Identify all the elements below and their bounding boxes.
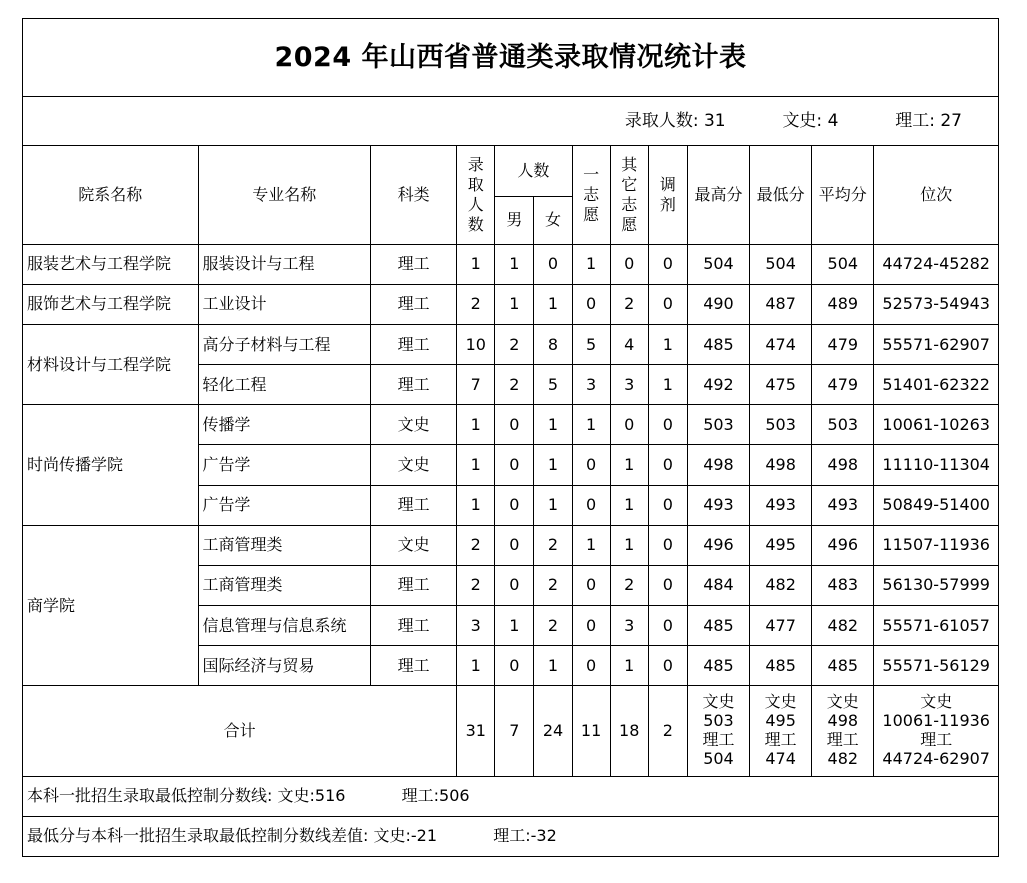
min-score-cell: 504	[750, 244, 812, 284]
avg-score-cell: 504	[812, 244, 874, 284]
note-row-control-line	[23, 776, 999, 816]
min-score-cell: 474	[750, 325, 812, 365]
admission-statistics-table	[22, 18, 999, 857]
total-admitted-value: 31	[703, 111, 726, 132]
admitted-cell: 1	[457, 445, 495, 485]
total-avg-wen: 498	[827, 711, 859, 731]
category-cell: 文史	[370, 405, 456, 445]
total-avg-li: 482	[827, 749, 859, 769]
other-choice-cell: 0	[610, 244, 648, 284]
male-cell: 1	[495, 284, 534, 324]
female-cell: 5	[534, 365, 572, 405]
avg-score-cell: 498	[812, 445, 874, 485]
female-cell: 2	[534, 525, 572, 565]
category-cell: 文史	[370, 525, 456, 565]
first-choice-cell: 3	[572, 365, 610, 405]
total-max-score	[687, 686, 749, 776]
admitted-cell: 2	[457, 565, 495, 605]
adjusted-cell: 0	[648, 565, 687, 605]
female-cell: 1	[534, 405, 572, 445]
other-choice-cell: 2	[610, 284, 648, 324]
major-name: 轻化工程	[198, 365, 370, 405]
admitted-cell: 1	[457, 405, 495, 445]
rank-cell: 55571-62907	[874, 325, 999, 365]
header-category: 科类	[370, 146, 456, 244]
major-name: 工业设计	[198, 284, 370, 324]
category-cell: 理工	[370, 325, 456, 365]
adjusted-cell: 0	[648, 445, 687, 485]
table-row	[23, 325, 999, 365]
min-score-cell: 487	[750, 284, 812, 324]
total-label: 合计	[23, 686, 457, 776]
rank-cell: 56130-57999	[874, 565, 999, 605]
major-name: 广告学	[198, 445, 370, 485]
rank-cell: 44724-45282	[874, 244, 999, 284]
female-cell: 1	[534, 646, 572, 686]
total-avg-wen-label: 文史	[826, 692, 859, 712]
adjusted-cell: 1	[648, 365, 687, 405]
male-cell: 0	[495, 646, 534, 686]
total-avg-score	[812, 686, 874, 776]
rank-cell: 50849-51400	[874, 485, 999, 525]
female-cell: 0	[534, 244, 572, 284]
max-score-cell: 496	[687, 525, 749, 565]
adjusted-cell: 0	[648, 525, 687, 565]
major-name: 工商管理类	[198, 565, 370, 605]
max-score-cell: 503	[687, 405, 749, 445]
adjusted-cell: 0	[648, 405, 687, 445]
avg-score-cell: 479	[812, 325, 874, 365]
first-choice-cell: 1	[572, 405, 610, 445]
other-choice-cell: 1	[610, 445, 648, 485]
major-name: 广告学	[198, 485, 370, 525]
header-admitted: 录取人数	[467, 155, 484, 235]
total-max-wen-label: 文史	[702, 692, 735, 712]
college-name: 材料设计与工程学院	[23, 325, 199, 405]
header-major: 专业名称	[198, 146, 370, 244]
other-choice-cell: 1	[610, 525, 648, 565]
other-choice-cell: 1	[610, 646, 648, 686]
rank-cell: 51401-62322	[874, 365, 999, 405]
admitted-cell: 3	[457, 606, 495, 646]
male-cell: 1	[495, 244, 534, 284]
first-choice-cell: 5	[572, 325, 610, 365]
college-name: 商学院	[23, 525, 199, 686]
rank-cell: 11110-11304	[874, 445, 999, 485]
avg-score-cell: 489	[812, 284, 874, 324]
category-cell: 理工	[370, 244, 456, 284]
max-score-cell: 490	[687, 284, 749, 324]
total-max-li-label: 理工	[702, 730, 735, 750]
category-cell: 理工	[370, 646, 456, 686]
admitted-cell: 2	[457, 284, 495, 324]
male-cell: 0	[495, 485, 534, 525]
max-score-cell: 492	[687, 365, 749, 405]
avg-score-cell: 496	[812, 525, 874, 565]
max-score-cell: 498	[687, 445, 749, 485]
header-max: 最高分	[687, 146, 749, 244]
major-name: 高分子材料与工程	[198, 325, 370, 365]
total-adjusted: 2	[648, 686, 687, 776]
adjusted-cell: 0	[648, 485, 687, 525]
admitted-cell: 1	[457, 244, 495, 284]
adjusted-cell: 1	[648, 325, 687, 365]
max-score-cell: 504	[687, 244, 749, 284]
other-choice-cell: 3	[610, 365, 648, 405]
difference-li: 理工:-32	[493, 826, 557, 846]
category-cell: 理工	[370, 365, 456, 405]
other-choice-cell: 2	[610, 565, 648, 605]
male-cell: 0	[495, 445, 534, 485]
control-line-wen: 文史:516	[277, 786, 346, 806]
category-cell: 理工	[370, 485, 456, 525]
adjusted-cell: 0	[648, 284, 687, 324]
max-score-cell: 485	[687, 606, 749, 646]
table-row	[23, 284, 999, 324]
total-first-choice: 11	[572, 686, 610, 776]
other-choice-cell: 3	[610, 606, 648, 646]
header-other-choice: 其它志愿	[621, 155, 638, 235]
first-choice-cell: 0	[572, 646, 610, 686]
header-female: 女	[534, 196, 572, 244]
first-choice-cell: 0	[572, 565, 610, 605]
female-cell: 2	[534, 565, 572, 605]
category-cell: 理工	[370, 606, 456, 646]
control-line-li: 理工:506	[401, 786, 470, 806]
rank-cell: 55571-56129	[874, 646, 999, 686]
first-choice-cell: 0	[572, 445, 610, 485]
header-rank: 位次	[874, 146, 999, 244]
max-score-cell: 484	[687, 565, 749, 605]
admitted-cell: 1	[457, 485, 495, 525]
max-score-cell: 493	[687, 485, 749, 525]
total-max-li: 504	[703, 749, 734, 769]
category-cell: 理工	[370, 565, 456, 605]
total-rank-wen-label: 文史	[920, 692, 953, 712]
admitted-cell: 10	[457, 325, 495, 365]
total-min-wen: 495	[765, 711, 796, 731]
first-choice-cell: 1	[572, 525, 610, 565]
major-name: 信息管理与信息系统	[198, 606, 370, 646]
avg-score-cell: 485	[812, 646, 874, 686]
total-admitted: 31	[457, 686, 495, 776]
other-choice-cell: 0	[610, 405, 648, 445]
total-rank-wen: 10061-11936	[882, 711, 990, 731]
college-name: 时尚传播学院	[23, 405, 199, 525]
avg-score-cell: 493	[812, 485, 874, 525]
wen-value: 4	[827, 111, 839, 132]
college-name: 服饰艺术与工程学院	[23, 284, 199, 324]
total-min-score	[750, 686, 812, 776]
admission-summary	[23, 97, 999, 146]
male-cell: 0	[495, 405, 534, 445]
total-other-choice: 18	[610, 686, 648, 776]
avg-score-cell: 483	[812, 565, 874, 605]
total-min-li: 474	[765, 749, 796, 769]
table-row	[23, 405, 999, 445]
female-cell: 1	[534, 485, 572, 525]
adjusted-cell: 0	[648, 244, 687, 284]
header-min: 最低分	[750, 146, 812, 244]
total-min-li-label: 理工	[764, 730, 797, 750]
avg-score-cell: 479	[812, 365, 874, 405]
male-cell: 0	[495, 565, 534, 605]
male-cell: 1	[495, 606, 534, 646]
rank-cell: 10061-10263	[874, 405, 999, 445]
min-score-cell: 498	[750, 445, 812, 485]
adjusted-cell: 0	[648, 606, 687, 646]
min-score-cell: 475	[750, 365, 812, 405]
category-cell: 文史	[370, 445, 456, 485]
min-score-cell: 493	[750, 485, 812, 525]
avg-score-cell: 482	[812, 606, 874, 646]
table-row	[23, 244, 999, 284]
min-score-cell: 482	[750, 565, 812, 605]
total-row	[23, 686, 999, 776]
note-row-difference	[23, 816, 999, 856]
wen-label: 文史:	[782, 111, 823, 132]
other-choice-cell: 4	[610, 325, 648, 365]
total-avg-li-label: 理工	[826, 730, 859, 750]
male-cell: 0	[495, 525, 534, 565]
major-name: 服装设计与工程	[198, 244, 370, 284]
total-rank-li-label: 理工	[920, 730, 953, 750]
header-count-group: 人数	[495, 146, 572, 196]
total-rank	[874, 686, 999, 776]
first-choice-cell: 0	[572, 284, 610, 324]
header-college: 院系名称	[23, 146, 199, 244]
control-line-label: 本科一批招生录取最低控制分数线:	[27, 786, 273, 806]
college-name: 服装艺术与工程学院	[23, 244, 199, 284]
adjusted-cell: 0	[648, 646, 687, 686]
female-cell: 8	[534, 325, 572, 365]
category-cell: 理工	[370, 284, 456, 324]
header-first-choice: 一志愿	[583, 165, 600, 225]
li-label: 理工:	[895, 111, 935, 132]
male-cell: 2	[495, 325, 534, 365]
admitted-cell: 2	[457, 525, 495, 565]
total-admitted-label: 录取人数:	[624, 111, 699, 132]
rank-cell: 55571-61057	[874, 606, 999, 646]
header-male: 男	[495, 196, 534, 244]
total-rank-li: 44724-62907	[882, 749, 990, 769]
avg-score-cell: 503	[812, 405, 874, 445]
female-cell: 1	[534, 445, 572, 485]
min-score-cell: 485	[750, 646, 812, 686]
min-score-cell: 503	[750, 405, 812, 445]
difference-label: 最低分与本科一批招生录取最低控制分数线差值:	[27, 826, 369, 846]
rank-cell: 52573-54943	[874, 284, 999, 324]
admitted-cell: 7	[457, 365, 495, 405]
rank-cell: 11507-11936	[874, 525, 999, 565]
admitted-cell: 1	[457, 646, 495, 686]
max-score-cell: 485	[687, 646, 749, 686]
table-title: 2024 年山西省普通类录取情况统计表	[23, 19, 999, 97]
min-score-cell: 495	[750, 525, 812, 565]
first-choice-cell: 0	[572, 606, 610, 646]
total-max-wen: 503	[703, 711, 734, 731]
female-cell: 1	[534, 284, 572, 324]
table-row	[23, 525, 999, 565]
first-choice-cell: 0	[572, 485, 610, 525]
major-name: 国际经济与贸易	[198, 646, 370, 686]
total-min-wen-label: 文史	[764, 692, 797, 712]
min-score-cell: 477	[750, 606, 812, 646]
header-avg: 平均分	[812, 146, 874, 244]
li-value: 27	[940, 111, 962, 132]
header-adjusted: 调剂	[659, 175, 676, 215]
difference-wen: 文史:-21	[373, 826, 438, 846]
major-name: 工商管理类	[198, 525, 370, 565]
total-female: 24	[534, 686, 572, 776]
female-cell: 2	[534, 606, 572, 646]
other-choice-cell: 1	[610, 485, 648, 525]
total-male: 7	[495, 686, 534, 776]
male-cell: 2	[495, 365, 534, 405]
first-choice-cell: 1	[572, 244, 610, 284]
max-score-cell: 485	[687, 325, 749, 365]
major-name: 传播学	[198, 405, 370, 445]
